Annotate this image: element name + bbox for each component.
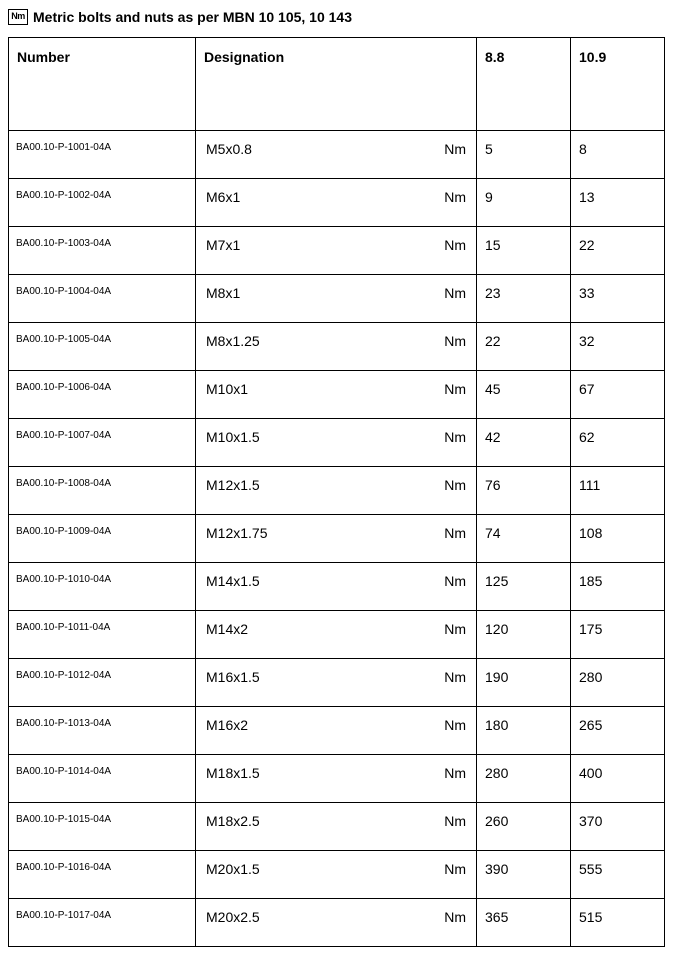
cell-grade-10-9 bbox=[571, 899, 665, 947]
table-row bbox=[9, 227, 665, 275]
torque-8-8: 42 bbox=[485, 429, 501, 445]
header-designation-label: Designation bbox=[204, 49, 285, 65]
unit-label: Nm bbox=[444, 477, 466, 493]
part-number: BA00.10-P-1014-04A bbox=[16, 766, 112, 777]
torque-8-8: 5 bbox=[485, 141, 493, 157]
torque-8-8: 180 bbox=[485, 717, 509, 733]
torque-8-8: 190 bbox=[485, 669, 509, 685]
header-grade-10-9-label: 10.9 bbox=[579, 49, 607, 65]
cell-number bbox=[9, 659, 196, 707]
cell-grade-10-9 bbox=[571, 227, 665, 275]
table-row bbox=[9, 275, 665, 323]
unit-label: Nm bbox=[444, 573, 466, 589]
torque-8-8: 120 bbox=[485, 621, 509, 637]
cell-grade-8-8 bbox=[477, 179, 571, 227]
table-row bbox=[9, 323, 665, 371]
cell-number bbox=[9, 899, 196, 947]
unit-label: Nm bbox=[444, 621, 466, 637]
cell-designation bbox=[196, 515, 477, 563]
cell-grade-8-8 bbox=[477, 563, 571, 611]
table-row bbox=[9, 659, 665, 707]
cell-grade-10-9 bbox=[571, 131, 665, 179]
cell-number bbox=[9, 707, 196, 755]
cell-grade-10-9 bbox=[571, 707, 665, 755]
cell-grade-10-9 bbox=[571, 179, 665, 227]
thread-designation: M14x1.5 bbox=[206, 573, 260, 589]
cell-designation bbox=[196, 851, 477, 899]
cell-grade-10-9 bbox=[571, 659, 665, 707]
header-grade-10-9 bbox=[571, 38, 665, 131]
torque-8-8: 260 bbox=[485, 813, 509, 829]
cell-grade-8-8 bbox=[477, 227, 571, 275]
cell-number bbox=[9, 323, 196, 371]
cell-grade-8-8 bbox=[477, 467, 571, 515]
cell-grade-10-9 bbox=[571, 467, 665, 515]
cell-number bbox=[9, 275, 196, 323]
cell-grade-8-8 bbox=[477, 131, 571, 179]
header-grade-8-8-label: 8.8 bbox=[485, 49, 505, 65]
unit-label: Nm bbox=[444, 285, 466, 301]
part-number: BA00.10-P-1007-04A bbox=[16, 430, 112, 441]
unit-label: Nm bbox=[444, 429, 466, 445]
part-number: BA00.10-P-1013-04A bbox=[16, 718, 112, 729]
cell-designation bbox=[196, 227, 477, 275]
cell-number bbox=[9, 563, 196, 611]
torque-8-8: 76 bbox=[485, 477, 501, 493]
torque-10-9: 175 bbox=[579, 621, 603, 637]
cell-grade-10-9 bbox=[571, 563, 665, 611]
unit-label: Nm bbox=[444, 765, 466, 781]
table-header-row bbox=[9, 38, 665, 131]
torque-10-9: 67 bbox=[579, 381, 595, 397]
torque-8-8: 280 bbox=[485, 765, 509, 781]
unit-label: Nm bbox=[444, 381, 466, 397]
cell-number bbox=[9, 851, 196, 899]
unit-label: Nm bbox=[444, 141, 466, 157]
torque-8-8: 390 bbox=[485, 861, 509, 877]
part-number: BA00.10-P-1004-04A bbox=[16, 286, 112, 297]
cell-grade-8-8 bbox=[477, 371, 571, 419]
torque-table bbox=[8, 37, 665, 947]
cell-designation bbox=[196, 803, 477, 851]
torque-10-9: 185 bbox=[579, 573, 603, 589]
cell-grade-10-9 bbox=[571, 755, 665, 803]
cell-grade-8-8 bbox=[477, 659, 571, 707]
cell-designation bbox=[196, 659, 477, 707]
cell-designation bbox=[196, 323, 477, 371]
thread-designation: M5x0.8 bbox=[206, 141, 252, 157]
part-number: BA00.10-P-1002-04A bbox=[16, 190, 112, 201]
cell-grade-10-9 bbox=[571, 323, 665, 371]
torque-10-9: 62 bbox=[579, 429, 595, 445]
torque-8-8: 22 bbox=[485, 333, 501, 349]
torque-8-8: 23 bbox=[485, 285, 501, 301]
cell-grade-8-8 bbox=[477, 899, 571, 947]
torque-8-8: 125 bbox=[485, 573, 509, 589]
cell-number bbox=[9, 611, 196, 659]
thread-designation: M6x1 bbox=[206, 189, 241, 205]
torque-8-8: 74 bbox=[485, 525, 501, 541]
torque-8-8: 45 bbox=[485, 381, 501, 397]
torque-10-9: 22 bbox=[579, 237, 595, 253]
unit-label: Nm bbox=[444, 189, 466, 205]
cell-grade-8-8 bbox=[477, 275, 571, 323]
part-number: BA00.10-P-1012-04A bbox=[16, 670, 112, 681]
torque-10-9: 33 bbox=[579, 285, 595, 301]
cell-number bbox=[9, 131, 196, 179]
nm-icon: Nm bbox=[8, 9, 28, 25]
thread-designation: M10x1 bbox=[206, 381, 249, 397]
thread-designation: M20x2.5 bbox=[206, 909, 260, 925]
part-number: BA00.10-P-1016-04A bbox=[16, 862, 112, 873]
cell-grade-10-9 bbox=[571, 611, 665, 659]
cell-grade-8-8 bbox=[477, 851, 571, 899]
cell-grade-8-8 bbox=[477, 707, 571, 755]
header-number-label: Number bbox=[17, 49, 70, 65]
torque-10-9: 280 bbox=[579, 669, 603, 685]
cell-designation bbox=[196, 611, 477, 659]
table-row bbox=[9, 851, 665, 899]
unit-label: Nm bbox=[444, 525, 466, 541]
torque-10-9: 108 bbox=[579, 525, 603, 541]
thread-designation: M18x2.5 bbox=[206, 813, 260, 829]
cell-grade-10-9 bbox=[571, 419, 665, 467]
part-number: BA00.10-P-1010-04A bbox=[16, 574, 112, 585]
table-row bbox=[9, 563, 665, 611]
cell-grade-10-9 bbox=[571, 275, 665, 323]
header-number bbox=[9, 38, 196, 131]
torque-10-9: 400 bbox=[579, 765, 603, 781]
torque-8-8: 9 bbox=[485, 189, 493, 205]
cell-grade-8-8 bbox=[477, 515, 571, 563]
cell-grade-10-9 bbox=[571, 515, 665, 563]
table-row bbox=[9, 515, 665, 563]
unit-label: Nm bbox=[444, 237, 466, 253]
torque-10-9: 515 bbox=[579, 909, 603, 925]
cell-grade-8-8 bbox=[477, 419, 571, 467]
cell-number bbox=[9, 371, 196, 419]
torque-10-9: 370 bbox=[579, 813, 603, 829]
unit-label: Nm bbox=[444, 669, 466, 685]
torque-10-9: 13 bbox=[579, 189, 595, 205]
document-title bbox=[8, 6, 352, 28]
part-number: BA00.10-P-1009-04A bbox=[16, 526, 112, 537]
cell-number bbox=[9, 179, 196, 227]
table-row bbox=[9, 179, 665, 227]
thread-designation: M12x1.75 bbox=[206, 525, 268, 541]
table-row bbox=[9, 899, 665, 947]
cell-grade-10-9 bbox=[571, 371, 665, 419]
cell-grade-8-8 bbox=[477, 755, 571, 803]
cell-designation bbox=[196, 707, 477, 755]
cell-grade-8-8 bbox=[477, 803, 571, 851]
part-number: BA00.10-P-1001-04A bbox=[16, 142, 112, 153]
cell-number bbox=[9, 803, 196, 851]
unit-label: Nm bbox=[444, 333, 466, 349]
part-number: BA00.10-P-1008-04A bbox=[16, 478, 112, 489]
cell-designation bbox=[196, 179, 477, 227]
cell-grade-10-9 bbox=[571, 851, 665, 899]
unit-label: Nm bbox=[444, 717, 466, 733]
cell-number bbox=[9, 755, 196, 803]
cell-number bbox=[9, 515, 196, 563]
table-row bbox=[9, 131, 665, 179]
unit-label: Nm bbox=[444, 909, 466, 925]
thread-designation: M7x1 bbox=[206, 237, 241, 253]
title-text: Metric bolts and nuts as per MBN 10 105, 10 143 bbox=[33, 9, 353, 25]
cell-designation bbox=[196, 275, 477, 323]
thread-designation: M10x1.5 bbox=[206, 429, 260, 445]
cell-grade-8-8 bbox=[477, 611, 571, 659]
cell-designation bbox=[196, 371, 477, 419]
cell-designation bbox=[196, 563, 477, 611]
cell-number bbox=[9, 227, 196, 275]
torque-8-8: 15 bbox=[485, 237, 501, 253]
table-row bbox=[9, 371, 665, 419]
cell-designation bbox=[196, 899, 477, 947]
cell-grade-8-8 bbox=[477, 323, 571, 371]
part-number: BA00.10-P-1015-04A bbox=[16, 814, 112, 825]
thread-designation: M8x1 bbox=[206, 285, 241, 301]
cell-designation bbox=[196, 467, 477, 515]
part-number: BA00.10-P-1017-04A bbox=[16, 910, 112, 921]
torque-8-8: 365 bbox=[485, 909, 509, 925]
torque-10-9: 8 bbox=[579, 141, 587, 157]
cell-number bbox=[9, 467, 196, 515]
table-row bbox=[9, 803, 665, 851]
thread-designation: M20x1.5 bbox=[206, 861, 260, 877]
thread-designation: M14x2 bbox=[206, 621, 249, 637]
part-number: BA00.10-P-1003-04A bbox=[16, 238, 112, 249]
thread-designation: M16x2 bbox=[206, 717, 249, 733]
table-row bbox=[9, 611, 665, 659]
cell-designation bbox=[196, 419, 477, 467]
thread-designation: M16x1.5 bbox=[206, 669, 260, 685]
table-row bbox=[9, 467, 665, 515]
header-designation bbox=[196, 38, 477, 131]
thread-designation: M18x1.5 bbox=[206, 765, 260, 781]
cell-designation bbox=[196, 755, 477, 803]
cell-grade-10-9 bbox=[571, 803, 665, 851]
cell-number bbox=[9, 419, 196, 467]
header-grade-8-8 bbox=[477, 38, 571, 131]
table-row bbox=[9, 419, 665, 467]
thread-designation: M12x1.5 bbox=[206, 477, 260, 493]
table-row bbox=[9, 755, 665, 803]
part-number: BA00.10-P-1006-04A bbox=[16, 382, 112, 393]
thread-designation: M8x1.25 bbox=[206, 333, 260, 349]
part-number: BA00.10-P-1005-04A bbox=[16, 334, 112, 345]
torque-10-9: 555 bbox=[579, 861, 603, 877]
part-number: BA00.10-P-1011-04A bbox=[16, 622, 111, 633]
table-row bbox=[9, 707, 665, 755]
torque-10-9: 111 bbox=[579, 477, 601, 493]
unit-label: Nm bbox=[444, 861, 466, 877]
unit-label: Nm bbox=[444, 813, 466, 829]
cell-designation bbox=[196, 131, 477, 179]
torque-10-9: 32 bbox=[579, 333, 595, 349]
torque-10-9: 265 bbox=[579, 717, 603, 733]
